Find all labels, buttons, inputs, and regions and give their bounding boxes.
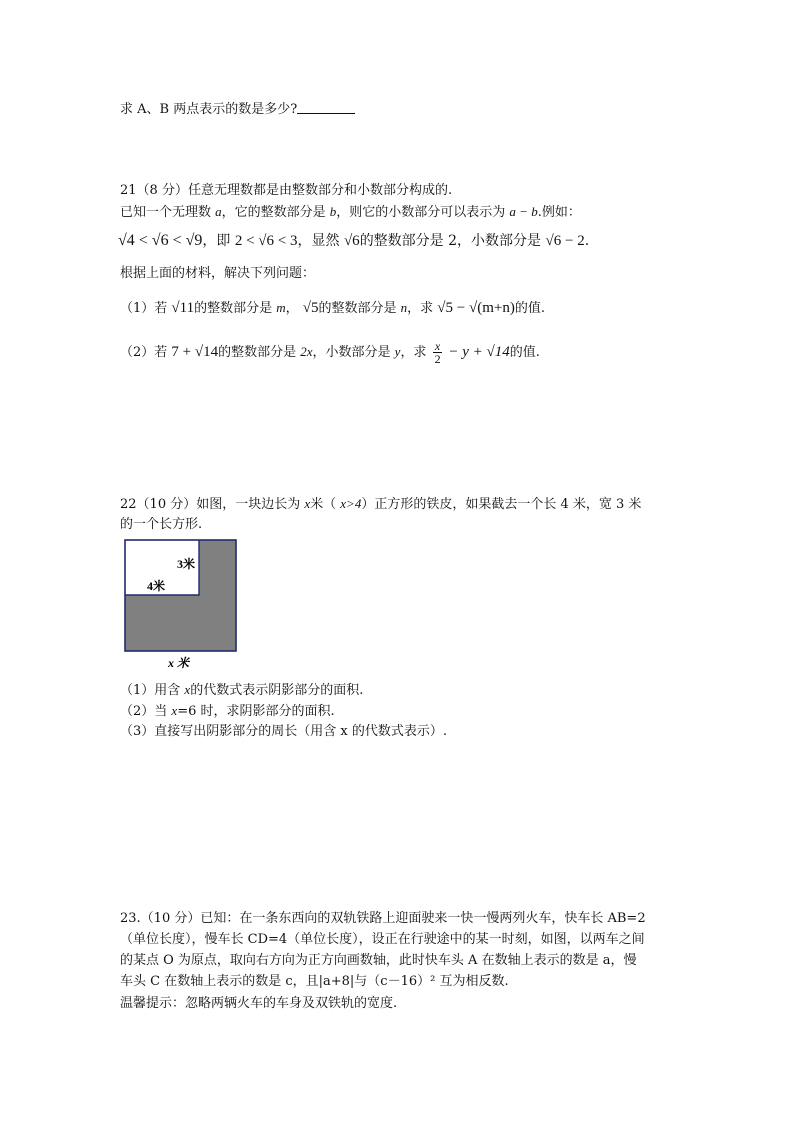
q23-line2: （单位长度），慢车长 CD=4（单位长度），设正在行驶途中的某一时刻，如图，以两车之间 [120,932,645,947]
question-text [120,101,355,118]
question-text-content: 求 A、B 两点表示的数是多少? [120,102,298,117]
q22-condition: x>4 [340,496,362,511]
q21-p2-frac-den: 2 [434,352,441,366]
q21-p1-e: ，求 [407,301,438,316]
q21-example [118,231,589,250]
q21-p2-fraction [433,340,443,365]
answer-blank[interactable] [297,101,355,114]
q21-intro-text-d: .例如： [537,205,581,220]
q21-example-root: √6 [343,233,360,249]
q21-example-t1: ，即 [202,233,235,249]
q21-intro-text-b: ，它的整数部分是 [221,205,330,220]
q23-line3: 的某点 O 为原点，取向右方向为正方向画数轴，此时快车头 A 在数轴上表示的数是 a，慢 [120,953,637,968]
q21-intro [120,204,581,221]
label-width: 3米 [177,557,196,571]
q21-p1-root5: √5 [302,300,319,316]
q21-p2-d: ，求 [400,345,431,360]
q22-p2-a: （2）当 [120,704,172,719]
q21-intro-text-a: 已知一个无理数 [120,205,216,220]
q22-line2: 的一个长方形. [120,517,203,532]
q22-p1-var-x: x [184,682,191,697]
q22-p2-var-x: x [171,703,178,718]
q22-p2-b: =6 时，求阴影部分的面积. [177,704,335,719]
q21-var-b: b [329,204,337,219]
q21-example-frac: √6 − 2 [545,233,585,249]
q21-part1 [120,299,545,317]
q22-part1 [120,682,363,699]
q21-p1-var-n: n [400,300,408,315]
q21-p2-var-y: y [394,344,401,359]
q21-p2-e: 的值. [509,345,540,360]
q21-p1-c: ， [285,301,303,316]
q22-part2 [120,703,335,720]
q23-tip: 温馨提示：忽略两辆火车的车身及双铁轨的宽度. [120,996,398,1011]
q22-p1-b: 的代数式表示阴影部分的面积. [190,683,364,698]
q21-p1-a: （1）若 [120,301,172,316]
q21-p1-b: 的整数部分是 [194,301,277,316]
q21-example-ineq2: 2 < √6 < 3 [234,233,298,249]
q21-p2-a: （2）若 [120,345,172,360]
q21-p1-expr: √5 − √(m+n) [437,300,515,316]
q21-example-t3: 的整数部分是 2，小数部分是 [359,233,546,249]
q22-line1-a: 22（10 分）如图，一块边长为 [120,497,305,512]
q22-figure [120,536,245,672]
q23-line1: 23.（10 分）已知：在一条东西向的双轨铁路上迎面驶来一快一慢两列火车，快车长 AB=2 [120,911,646,926]
q21-p1-f: 的值. [514,301,545,316]
q21-p1-var-m: m [276,300,286,315]
label-side: x 米 [168,656,190,670]
q22-line1 [120,496,641,513]
q21-p1-d: 的整数部分是 [318,301,401,316]
q21-instruction: 根据上面的材料，解决下列问题： [120,266,316,281]
q21-p2-b: 的整数部分是 [218,345,301,360]
q21-p2-var-2x: 2x [300,344,313,359]
q21-p1-root11: √11 [171,300,195,316]
q21-p2-frac-num: x [434,339,441,353]
q21-part2 [120,340,540,365]
q22-var-x: x [304,496,311,511]
q21-var-a: a [215,204,222,219]
q22-line1-c: ）正方形的铁皮，如果截去一个长 4 米，宽 3 米 [361,497,642,512]
q22-p1-a: （1）用含 [120,683,185,698]
q21-example-t4: . [584,233,590,249]
q23-line4: 车头 C 在数轴上表示的数是 c，且|a+8|与（c－16）² 互为相反数. [120,974,509,989]
q21-header: 21（8 分）任意无理数都是由整数部分和小数部分构成的. [120,183,453,198]
q21-example-ineq1: √4 < √6 < √9 [118,232,203,249]
q21-p2-c: ，小数部分是 [312,345,395,360]
label-length: 4米 [147,579,166,593]
q21-example-t2: ，显然 [297,233,344,249]
q21-p2-expr-tail: − y + √14 [444,344,510,360]
q21-p2-root: 7 + √14 [171,344,219,360]
q22-part3: （3）直接写出阴影部分的周长（用含 x 的代数式表示）. [120,724,447,739]
q21-intro-expr: a − b [509,204,538,219]
q22-line1-b: 米（ [310,497,341,512]
q21-intro-text-c: ，则它的小数部分可以表示为 [336,205,510,220]
